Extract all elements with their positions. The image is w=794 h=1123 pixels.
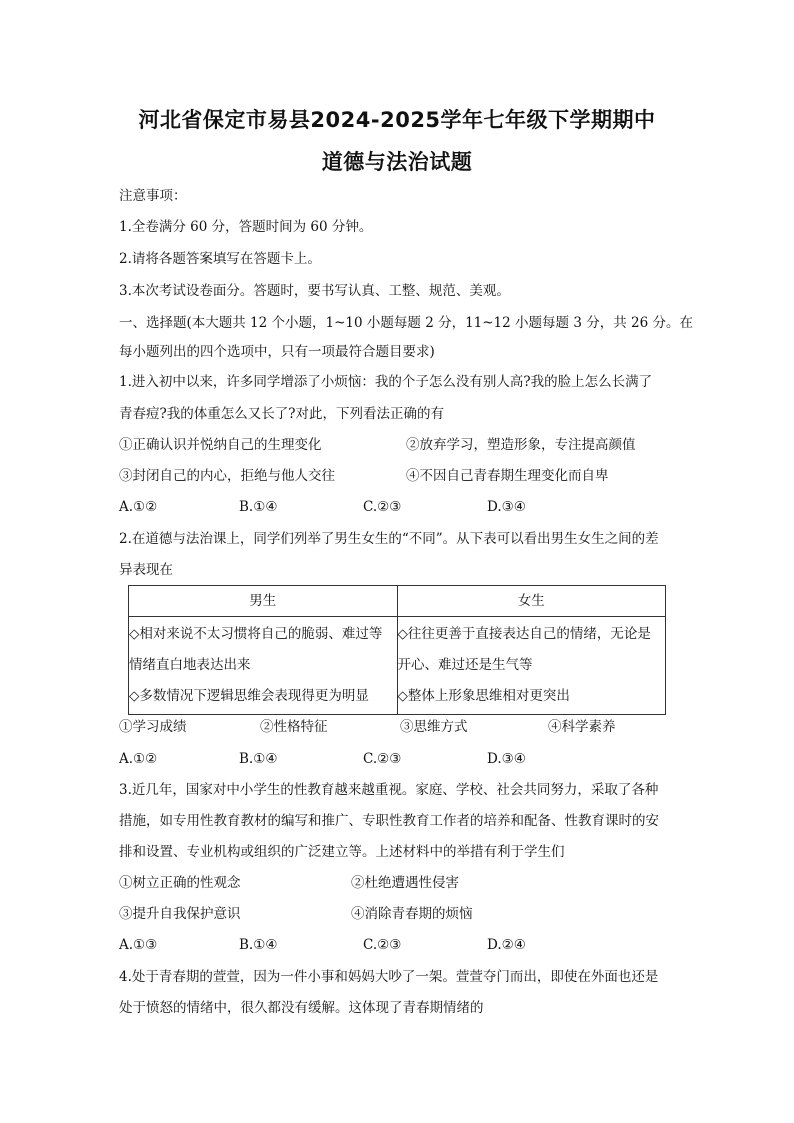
- q2-statement-3: ③思维方式: [400, 719, 468, 735]
- q3-choice-b: B.①④: [239, 937, 278, 953]
- q1-statement-3: ③封闭自己的内心，拒绝与他人交往: [119, 468, 335, 484]
- notice-heading: 注意事项：: [119, 188, 187, 204]
- table-header-male: 男生: [129, 586, 398, 617]
- q1-choice-d: D.③④: [487, 499, 526, 515]
- exam-subtitle: 道德与法治试题: [321, 150, 473, 174]
- table-header-row: [129, 586, 666, 617]
- notice-item-3: 3.本次考试设卷面分。答题时，要书写认真、工整、规范、美观。: [119, 283, 510, 299]
- male-trait-line-2: 情绪直白地表达出来: [129, 657, 251, 673]
- q2-statement-2: ②性格特征: [260, 719, 328, 735]
- q3-stem-line2: 措施，如专用性教育教材的编写和推广、专职性教育工作者的培养和配备、性教育课时的安: [119, 813, 659, 829]
- table-row: [129, 617, 666, 715]
- q1-stem-line2: 青春痘?我的体重怎么又长了?对此，下列看法正确的有: [119, 406, 444, 422]
- q4-stem-line1: 4.处于青春期的萱萱，因为一件小事和妈妈大吵了一架。萱萱夺门而出，即使在外面也还是: [119, 969, 659, 985]
- q3-stem-line1: 3.近几年，国家对中小学生的性教育越来越重视。家庭、学校、社会共同努力，采取了各种: [119, 782, 659, 798]
- table-header-female: 女生: [397, 586, 666, 617]
- q3-choice-c: C.②③: [363, 937, 402, 953]
- q2-choice-c: C.②③: [363, 751, 402, 767]
- q3-stem-line3: 排和设置、专业机构或组织的广泛建立等。上述材料中的举措有利于学生们: [119, 844, 565, 860]
- female-trait-line-2: 开心、难过还是生气等: [397, 657, 533, 673]
- female-trait-line-3: ◇整体上形象思维相对更突出: [397, 688, 570, 704]
- q3-statement-3: ③提升自我保护意识: [119, 906, 241, 922]
- q3-statement-1: ①树立正确的性观念: [119, 875, 241, 891]
- q4-stem-line2: 处于愤怒的情绪中，很久都没有缓解。这体现了青春期情绪的: [119, 1000, 484, 1016]
- q1-statement-2: ②放弃学习，塑造形象，专注提高颜值: [406, 437, 636, 453]
- q3-statement-2: ②杜绝遭遇性侵害: [351, 875, 459, 891]
- notice-item-1: 1.全卷满分 60 分，答题时间为 60 分钟。: [119, 219, 373, 235]
- q2-statement-1: ①学习成绩: [119, 719, 187, 735]
- female-traits-cell: [397, 617, 666, 715]
- q3-choice-d: D.②④: [487, 937, 526, 953]
- q2-choice-d: D.③④: [487, 751, 526, 767]
- exam-title: 河北省保定市易县2024-2025学年七年级下学期期中: [138, 108, 656, 132]
- q2-statement-4: ④科学素养: [548, 719, 616, 735]
- q3-choice-a: A.①③: [119, 937, 158, 953]
- q2-stem-line1: 2.在道德与法治课上，同学们列举了男生女生的“不同”。从下表可以看出男生女生之间的差: [119, 531, 659, 547]
- female-trait-line-1: ◇往往更善于直接表达自己的情绪，无论是: [397, 626, 651, 642]
- q1-stem-line1: 1.进入初中以来，许多同学增添了小烦恼：我的个子怎么没有别人高?我的脸上怎么长满了: [119, 374, 653, 390]
- section-heading-line2: 每小题列出的四个选项中，只有一项最符合题目要求): [119, 344, 435, 360]
- section-heading-line1: 一、选择题(本大题共 12 个小题，1~10 小题每题 2 分，11~12 小题每题 3 分，共 26 分。在: [119, 315, 693, 331]
- gender-comparison-table: [128, 585, 666, 715]
- q3-statement-4: ④消除青春期的烦恼: [351, 906, 473, 922]
- q2-stem-line2: 异表现在: [119, 562, 173, 578]
- q1-statement-1: ①正确认识并悦纳自己的生理变化: [119, 437, 322, 453]
- q2-choice-b: B.①④: [239, 751, 278, 767]
- q1-choice-a: A.①②: [119, 499, 158, 515]
- q1-statement-4: ④不因自己青春期生理变化而自卑: [406, 468, 609, 484]
- q1-choice-b: B.①④: [239, 499, 278, 515]
- notice-item-2: 2.请将各题答案填写在答题卡上。: [119, 251, 321, 267]
- male-trait-line-1: ◇相对来说不太习惯将自己的脆弱、难过等: [129, 626, 383, 642]
- q2-choice-a: A.①②: [119, 751, 158, 767]
- male-trait-line-3: ◇多数情况下逻辑思维会表现得更为明显: [129, 688, 369, 704]
- q1-choice-c: C.②③: [363, 499, 402, 515]
- male-traits-cell: [129, 617, 398, 715]
